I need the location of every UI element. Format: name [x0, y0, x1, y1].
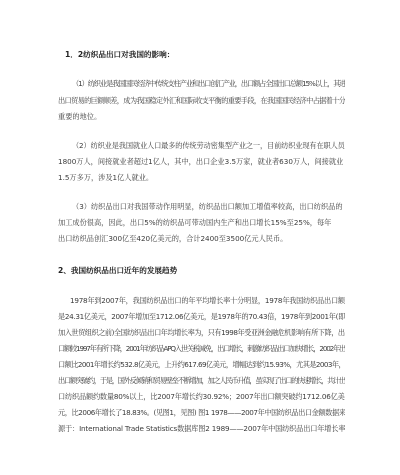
paragraph-line: （1）纺织业是我国国民经济中传统支柱产业和出口创汇产业，出口额占全国出口总额15%以上，其进 [72, 79, 345, 88]
paragraph-line: 加入世贸组织之前)全国纺织品出口年均增长率为，只有1998年受亚洲金融危机影响有所下降，出 [58, 328, 345, 337]
paragraph-line: 出口贸易的巨额顺差，成为我国稳定外汇和国际收支平衡的重要手段，在我国国民经济中占据着十分 [58, 96, 345, 105]
paragraph-line: 1978年到2007年，我国纺织品出口的年平均增长率十分明显，1978年我国纺织品出口额 [70, 296, 345, 305]
paragraph-line: 元，比2006年增长了18.83%。(见图1，见图) 图1 1978——2007年中国纺织品出口金额数据来 [58, 408, 345, 417]
paragraph-line: 口额较1997年有所下降，2001年纺织品APQ入世关税减免，出口增长，刺激纺织品出口加快增长，2002年出 [58, 344, 345, 353]
section-heading-impact: 1．2纺织品出口对我国的影响： [65, 50, 175, 59]
paragraph-line: 口纺织品额约数量80%以上，比2007年增长约30.92%；2007年出口额突破约1712.06亿美 [58, 392, 345, 401]
paragraph-line: （2）纺织业是我国就业人口最多的传统劳动密集型产业之一，目前纺织业现有在职人员 [72, 141, 345, 150]
paragraph-line: 重要的地位。 [58, 112, 102, 121]
paragraph-line: 出口纺织品创汇300亿至420亿美元的，合计2400至3500亿元人民币。 [58, 234, 288, 243]
paragraph-line: 1800万人，间接就业者超过1亿人，其中，出口企业3.5万家，就业者630万人，间接就业 [58, 157, 344, 166]
section-heading-trend: 2、我国纺织品出口近年的发展趋势 [58, 266, 178, 275]
paragraph-line: 1.5万多万，涉及1亿人就业。 [58, 173, 154, 182]
paragraph-line: 是24.31亿美元，2007年增加至1712.06亿美元，是1978年的70.43倍，1978年到2001年(即 [58, 312, 345, 321]
paragraph-line: 加工成份很高，因此，出口5%的纺织品可带动国内生产和出口增长15%至25%，每年 [58, 218, 332, 227]
paragraph-line: 口额比2001年增长约532.8亿美元，上升约617.69亿美元，增幅达到约15.93%，尤其是2003年， [58, 360, 345, 369]
paragraph-line: 出口额突破约，于是，国外反倾销和贸易壁垒不断增加，加之人民币升值，虽实现了出口的快速增长，共计出 [58, 376, 345, 385]
paragraph-line: （3）纺织品出口对我国带动作用明显，纺织品出口额加工增值率较高，出口纺织品的 [72, 202, 343, 211]
paragraph-line: 源于：International Trade Statistics数据库图2 1989——2007年中国纺织品出口年增长率 [58, 424, 345, 433]
